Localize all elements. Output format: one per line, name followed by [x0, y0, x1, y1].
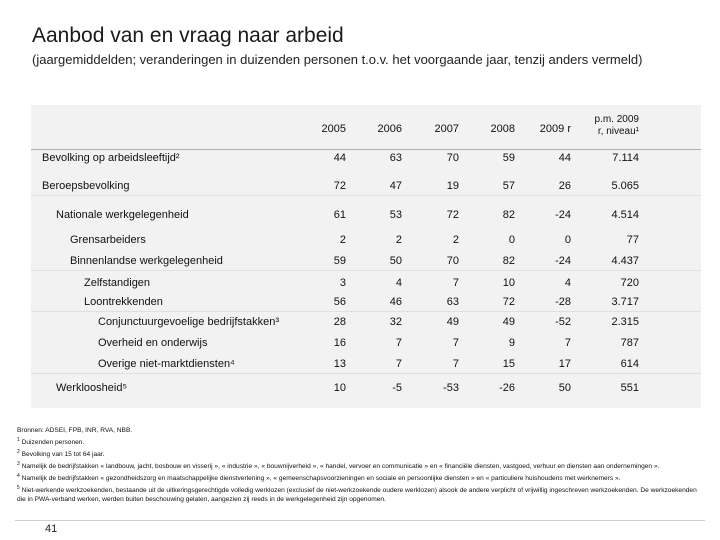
row-label: Binnenlandse werkgelegenheid: [70, 255, 223, 267]
footnote-5: $^5$ Niet-werkende werkzoekenden, bestaande uit de uitkeringsgerechtigde volledig werklozen (exclusief de niet-werkzoekende oudere werklozen) alsook de andere verplicht of vrijwillig ingeschreven werkzoekenden. De werkzoekenden die in PWA-verband werken, werden buiten beschouwing gelaten, aangezien zij reeds in de werkgelegenheid zijn opgenomen.: [17, 485, 697, 504]
page-subtitle: (jaargemiddelden; veranderingen in duizenden personen t.o.v. het voorgaande jaar, tenzij anders vermeld): [32, 52, 643, 67]
row-label: Loontrekkenden: [84, 296, 163, 308]
table-cell: 17: [558, 358, 571, 370]
footnotes: [17, 427, 707, 505]
table-cell: 7: [452, 337, 459, 349]
page-title: Aanbod van en vraag naar arbeid: [32, 24, 344, 47]
table-cell: 5.065: [611, 180, 639, 192]
column-header: 2006: [377, 123, 402, 135]
table-cell: 47: [389, 180, 402, 192]
table-cell: 46: [389, 296, 402, 308]
table-cell: 10: [502, 277, 515, 289]
row-divider: [31, 270, 701, 271]
table-cell: 4: [564, 277, 571, 289]
table-cell: 70: [446, 152, 459, 164]
table-cell: 44: [333, 152, 346, 164]
table-cell: 15: [502, 358, 515, 370]
row-label: Overige niet-marktdiensten⁴: [98, 358, 235, 370]
table-cell: 59: [502, 152, 515, 164]
header-divider: [31, 149, 701, 150]
table-cell: 2: [395, 234, 402, 246]
table-cell: 50: [558, 382, 571, 394]
table-cell: -24: [555, 255, 571, 267]
column-header: 2008: [490, 123, 515, 135]
table-cell: 44: [558, 152, 571, 164]
table-cell: 72: [446, 209, 459, 221]
table-cell: 82: [502, 255, 515, 267]
footnote-3: $^3$ Namelijk de bedrijfstakken « landbouw, jacht, bosbouw en visserij », « industrie », « bouwnijverheid », « handel, vervoer en communicatie » en « financiële diensten, vastgoed, verhuur en diensten aan ondernemingen ».: [17, 461, 660, 471]
page-footer: [15, 520, 705, 540]
footnote-1: $^1$ Duizenden personen.: [17, 436, 85, 447]
table-cell: 13: [333, 358, 346, 370]
table-cell: 72: [333, 180, 346, 192]
table-cell: 50: [389, 255, 402, 267]
table-cell: 9: [508, 337, 515, 349]
table-cell: -53: [443, 382, 459, 394]
row-divider: [31, 373, 701, 374]
column-header: 2007: [434, 123, 459, 135]
table-cell: 787: [620, 337, 639, 349]
row-label: Conjunctuurgevoelige bedrijfstakken³: [98, 316, 279, 328]
table-cell: 70: [446, 255, 459, 267]
table-cell: 28: [333, 316, 346, 328]
table-cell: 3: [339, 277, 346, 289]
footer-divider: [15, 520, 705, 521]
column-header: 2005: [321, 123, 346, 135]
table-cell: 63: [446, 296, 459, 308]
table-cell: -24: [555, 209, 571, 221]
row-label: Overheid en onderwijs: [98, 337, 208, 349]
footnote-2: $^2$ Bevolking van 15 tot 64 jaar.: [17, 449, 105, 459]
table-cell: 0: [508, 234, 515, 246]
table-cell: 49: [502, 316, 515, 328]
table-cell: 2.315: [611, 316, 639, 328]
table-cell: 49: [446, 316, 459, 328]
table-cell: 82: [502, 209, 515, 221]
row-label: Werkloosheid⁵: [56, 382, 128, 394]
table-cell: 2: [339, 234, 346, 246]
table-cell: 63: [389, 152, 402, 164]
table-cell: 7.114: [612, 152, 639, 164]
table-cell: 7: [452, 358, 459, 370]
table-cell: 53: [389, 209, 402, 221]
row-label: Bevolking op arbeidsleeftijd²: [42, 152, 180, 164]
table-cell: 19: [446, 180, 459, 192]
table-cell: 4.437: [611, 255, 639, 267]
table-cell: -52: [555, 316, 571, 328]
table-cell: 614: [620, 358, 639, 370]
row-label: Grensarbeiders: [70, 234, 146, 246]
table-cell: 4: [395, 277, 402, 289]
table-cell: 16: [333, 337, 346, 349]
row-label: Beroepsbevolking: [42, 180, 130, 192]
table-cell: 0: [564, 234, 571, 246]
row-label: Zelfstandigen: [84, 277, 151, 289]
table-cell: 56: [333, 296, 346, 308]
table-cell: 551: [620, 382, 639, 394]
column-header: 2009 r: [539, 123, 571, 135]
table-cell: 2: [452, 234, 459, 246]
page-number: 41: [45, 523, 58, 535]
table-cell: 61: [333, 209, 346, 221]
table-cell: 7: [395, 358, 402, 370]
table-cell: -5: [392, 382, 402, 394]
table-cell: 77: [626, 234, 639, 246]
table-cell: -26: [499, 382, 515, 394]
table-cell: 72: [502, 296, 515, 308]
table-cell: 720: [620, 277, 639, 289]
table-cell: 3.717: [611, 296, 639, 308]
table-cell: 10: [333, 382, 346, 394]
row-divider: [31, 311, 701, 312]
table-cell: 4.514: [611, 209, 639, 221]
table-cell: -28: [555, 296, 571, 308]
table-cell: 26: [558, 180, 571, 192]
table-cell: 7: [564, 337, 571, 349]
table-cell: 7: [452, 277, 459, 289]
row-label: Nationale werkgelegenheid: [56, 209, 189, 221]
footnote-4: $^4$ Namelijk de bedrijfstakken « gezondheidszorg en maatschappelijke dienstverlening », « gemeenschapsvoorzieningen en sociale en persoonlijke diensten » en « particuliere huishoudens met werknemers ».: [17, 473, 621, 483]
table-cell: 32: [389, 316, 402, 328]
table-cell: 7: [395, 337, 402, 349]
table-cell: 59: [333, 255, 346, 267]
table-cell: 57: [502, 180, 515, 192]
row-divider: [31, 195, 701, 196]
column-header: p.m. 2009 r, niveau¹: [594, 114, 639, 137]
footnote-sources: Bronnen: ADSEI, FPB, INR, RVA, NBB.: [17, 427, 133, 434]
